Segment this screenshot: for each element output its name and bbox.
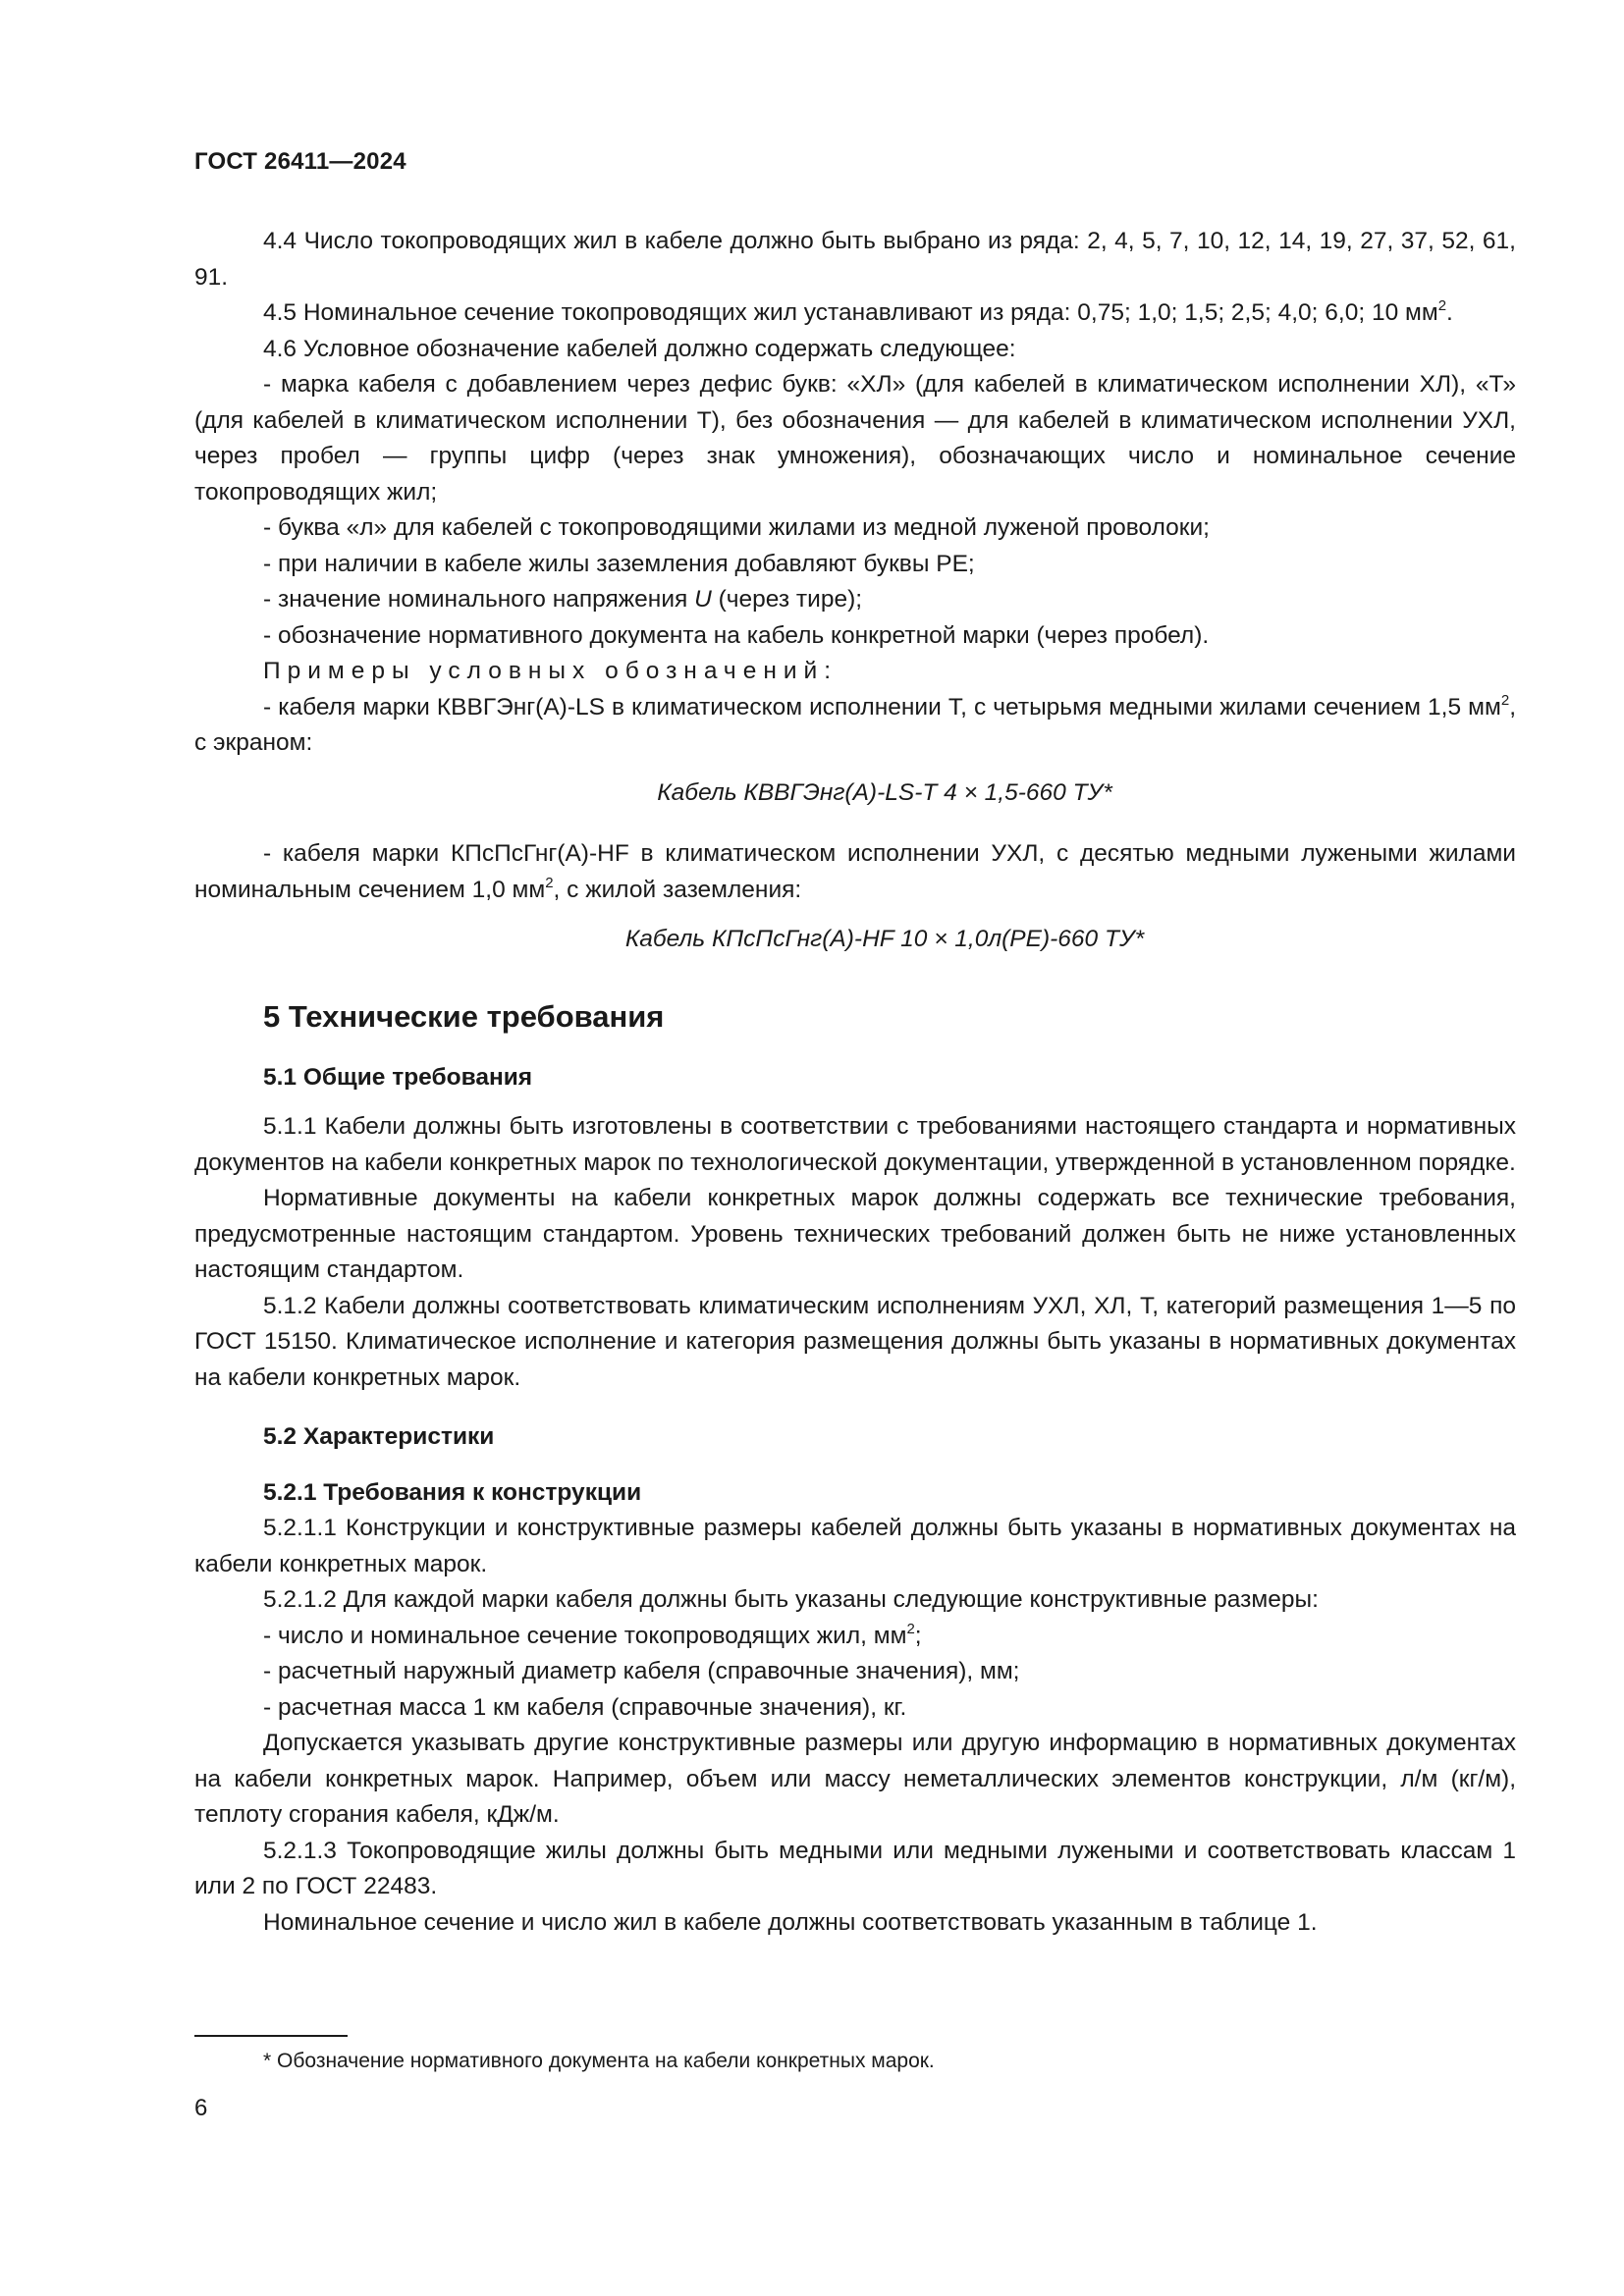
- list-item: - буква «л» для кабелей с токопроводящими жилами из медной луженой проволоки;: [263, 514, 1210, 541]
- paragraph-4-5: 4.5 Номинальное сечение токопроводящих жил устанавливают из ряда: 0,75; 1,0; 1,5; 2,5; 4,0; 6,0; 10 $мм^2$.: [263, 297, 1453, 326]
- document-body: [194, 224, 1516, 1941]
- paragraph-5-2-1-3: 5.2.1.3 Токопроводящие жилы должны быть медными или медными лужеными и соответствовать классам 1 или 2 по ГОСТ 22483.: [194, 1837, 1516, 1899]
- list-item: - при наличии в кабеле жилы заземления добавляют буквы PE;: [263, 550, 975, 577]
- footnote: * Обозначение нормативного документа на кабели конкретных марок.: [263, 2050, 935, 2072]
- examples-label: Примеры условных обозначений:: [263, 658, 839, 684]
- paragraph-5-1-1: 5.1.1 Кабели должны быть изготовлены в соответствии с требованиями настоящего стандарта и нормативных документов на кабели конкретных марок по технологической документации, утвержденной в установленном порядке.: [194, 1113, 1516, 1176]
- list-item: - число и номинальное сечение токопроводящих жил, $мм^2$;: [263, 1620, 922, 1649]
- section-5-1-heading: 5.1 Общие требования: [263, 1063, 533, 1091]
- list-item-voltage: - значение номинального напряжения U (через тире);: [263, 586, 863, 613]
- paragraph-5-2-1-3-b: Номинальное сечение и число жил в кабеле должны соответствовать указанным в таблице 1.: [263, 1908, 1318, 1936]
- paragraph-4-4: 4.4 Число токопроводящих жил в кабеле должно быть выбрано из ряда: 2, 4, 5, 7, 10, 12, 14, 19, 27, 37, 52, 61, 91.: [194, 228, 1516, 291]
- paragraph-5-1-1-b: Нормативные документы на кабели конкретных марок должны содержать все технические требования, предусмотренные настоящим стандартом. Уровень технических требований должен быть не ниже установленных настоящим стандартом.: [194, 1185, 1516, 1283]
- list-item: - расчетная масса 1 км кабеля (справочные значения), кг.: [263, 1693, 907, 1721]
- page-number: 6: [194, 2095, 208, 2121]
- list-item: - обозначение нормативного документа на кабель конкретной марки (через пробел).: [263, 621, 1210, 649]
- section-5-heading: 5 Технические требования: [263, 998, 665, 1034]
- list-item: - марка кабеля с добавлением через дефис букв: «ХЛ» (для кабелей в климатическом исполнении ХЛ), «Т» (для кабелей в климатическом исполнении Т), без обозначения — для кабелей в климатическом исполнении УХЛ, через пробел — группы цифр (через знак умножения), обозначающих число и номинальное сечение токопроводящих жил;: [194, 371, 1516, 506]
- example-2-description: - кабеля марки КПсПсГнг(А)-HF в климатическом исполнении УХЛ, с десятью медными лужеными жилами номинальным сечением 1,0 $мм^2$, с жилой заземления:: [194, 840, 1516, 903]
- list-item: - расчетный наружный диаметр кабеля (справочные значения), мм;: [263, 1658, 1020, 1684]
- paragraph-5-1-2: 5.1.2 Кабели должны соответствовать климатическим исполнениям УХЛ, ХЛ, Т, категорий размещения 1—5 по ГОСТ 15150. Климатическое исполнение и категория размещения должны быть указаны в нормативных документах на кабели конкретных марок.: [194, 1292, 1516, 1391]
- example-1-description: - кабеля марки КВВГЭнг(А)-LS в климатическом исполнении Т, с четырьмя медными жилами сечением 1,5 $мм^2$, с экраном:: [194, 691, 1516, 756]
- section-5-2-1-heading: 5.2.1 Требования к конструкции: [263, 1478, 642, 1506]
- document-header: ГОСТ 26411—2024: [194, 148, 406, 175]
- footnote-divider: [194, 2035, 348, 2037]
- example-1-formula: Кабель КВВГЭнг(А)-LS-Т 4 × 1,5-660 ТУ*: [657, 778, 1112, 806]
- example-2-formula: Кабель КПсПсГнг(А)-HF 10 × 1,0л(PE)-660 ТУ*: [624, 926, 1145, 952]
- paragraph-allowed: Допускается указывать другие конструктивные размеры или другую информацию в нормативных документах на кабели конкретных марок. Например, объем или массу неметаллических элементов конструкции, л/м (кг/м), теплоту сгорания кабеля, кДж/м.: [194, 1730, 1516, 1828]
- paragraph-5-2-1-2: 5.2.1.2 Для каждой марки кабеля должны быть указаны следующие конструктивные размеры:: [263, 1586, 1319, 1613]
- paragraph-5-2-1-1: 5.2.1.1 Конструкции и конструктивные размеры кабелей должны быть указаны в нормативных документах на кабели конкретных марок.: [194, 1515, 1516, 1577]
- section-5-2-heading: 5.2 Характеристики: [263, 1423, 495, 1450]
- paragraph-4-6: 4.6 Условное обозначение кабелей должно содержать следующее:: [263, 335, 1016, 362]
